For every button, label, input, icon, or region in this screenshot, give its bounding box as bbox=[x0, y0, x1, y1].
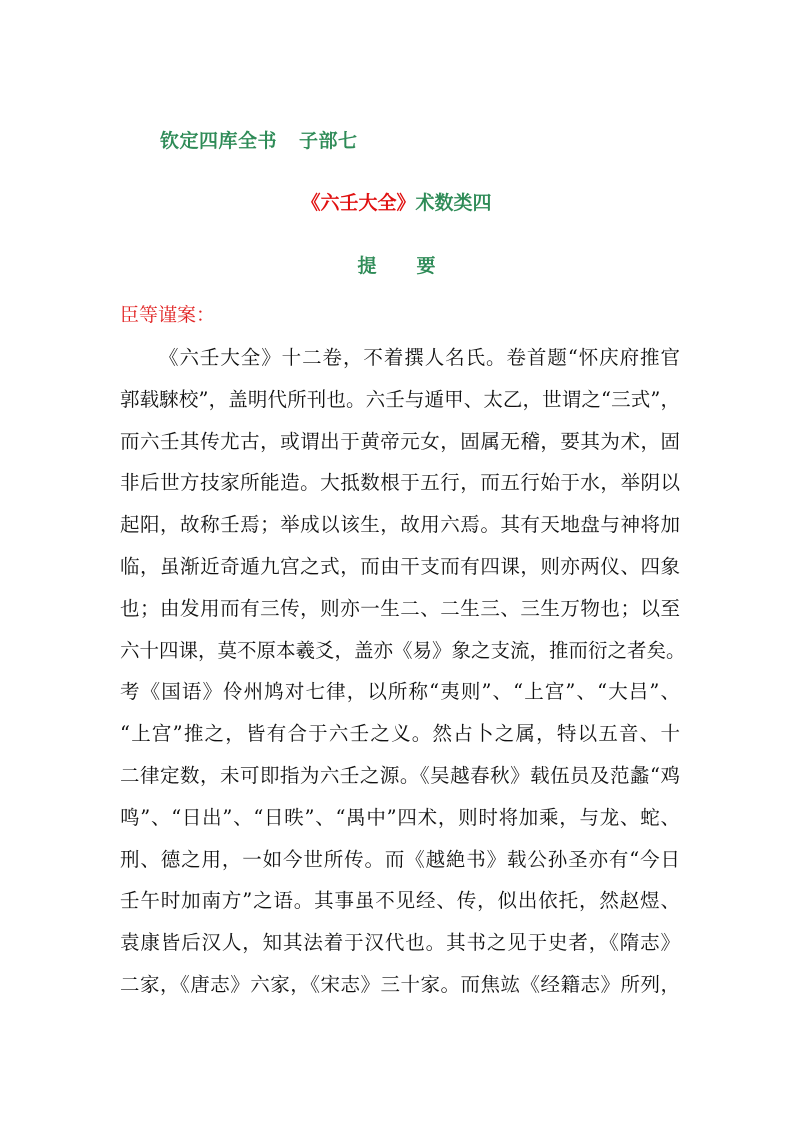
body-paragraph bbox=[120, 337, 686, 1006]
abstract-heading bbox=[0, 251, 793, 278]
abstract-heading-char-1: 提 bbox=[357, 255, 377, 277]
text-line: 袁康皆后汉人，知其法着于汉代也。其书之见于史者，《隋志》 bbox=[120, 931, 680, 955]
text-line: 六十四课，莫不原本羲爻，盖亦《易》象之支流，推而衍之者矣。 bbox=[120, 638, 686, 662]
text-line: 《六壬大全》十二卷，不着撰人名氏。卷首题“怀庆府推官 bbox=[159, 346, 680, 369]
series-heading bbox=[160, 126, 358, 153]
text-line: 刑、德之用，一如今世所传。而《越絶书》载公孙圣亦有“今日 bbox=[120, 847, 680, 871]
intro-label: 臣等谨案： bbox=[120, 304, 216, 326]
text-line: 临，虽渐近奇遁九宫之式，而由干支而有四课，则亦两仪、四象 bbox=[120, 554, 680, 578]
text-line: 考《国语》伶州鸠对七律，以所称“夷则”、“上宫”、“大吕”、 bbox=[120, 680, 680, 704]
text-line: 而六壬其传尤古，或谓出于黄帝元女，固属无稽，要其为术，固 bbox=[120, 429, 680, 453]
text-line: 郭载騋校”，盖明代所刊也。六壬与遁甲、太乙，世谓之“三式”， bbox=[120, 387, 680, 411]
series-section: 子部七 bbox=[299, 130, 358, 152]
abstract-heading-char-2: 要 bbox=[416, 255, 436, 277]
series-title: 钦定四库全书 bbox=[160, 130, 278, 152]
text-line: 非后世方技家所能造。大抵数根于五行，而五行始于水，举阴以 bbox=[120, 471, 680, 495]
text-line: 二律定数，未可即指为六壬之源。《吴越春秋》载伍员及范蠡“鸡 bbox=[120, 763, 680, 787]
book-title: 《六壬大全》 bbox=[301, 192, 416, 214]
book-heading bbox=[0, 188, 793, 215]
text-line: “上宫”推之，皆有合于六壬之义。然占卜之属，特以五音、十 bbox=[120, 722, 680, 746]
text-line: 也；由发用而有三传，则亦一生二、二生三、三生万物也；以至 bbox=[120, 596, 680, 620]
text-line: 鸣”、“日出”、“日昳”、“禺中”四术，则时将加乘，与龙、蛇、 bbox=[120, 805, 680, 829]
text-line: 二家，《唐志》六家，《宋志》三十家。而焦竑《经籍志》所列， bbox=[120, 972, 680, 996]
book-category: 术数类四 bbox=[415, 192, 492, 214]
text-line: 起阳，故称壬焉；举成以该生，故用六焉。其有天地盘与神将加 bbox=[120, 513, 680, 537]
text-line: 壬午时加南方”之语。其事虽不见经、传，似出依托，然赵煜、 bbox=[120, 889, 680, 913]
